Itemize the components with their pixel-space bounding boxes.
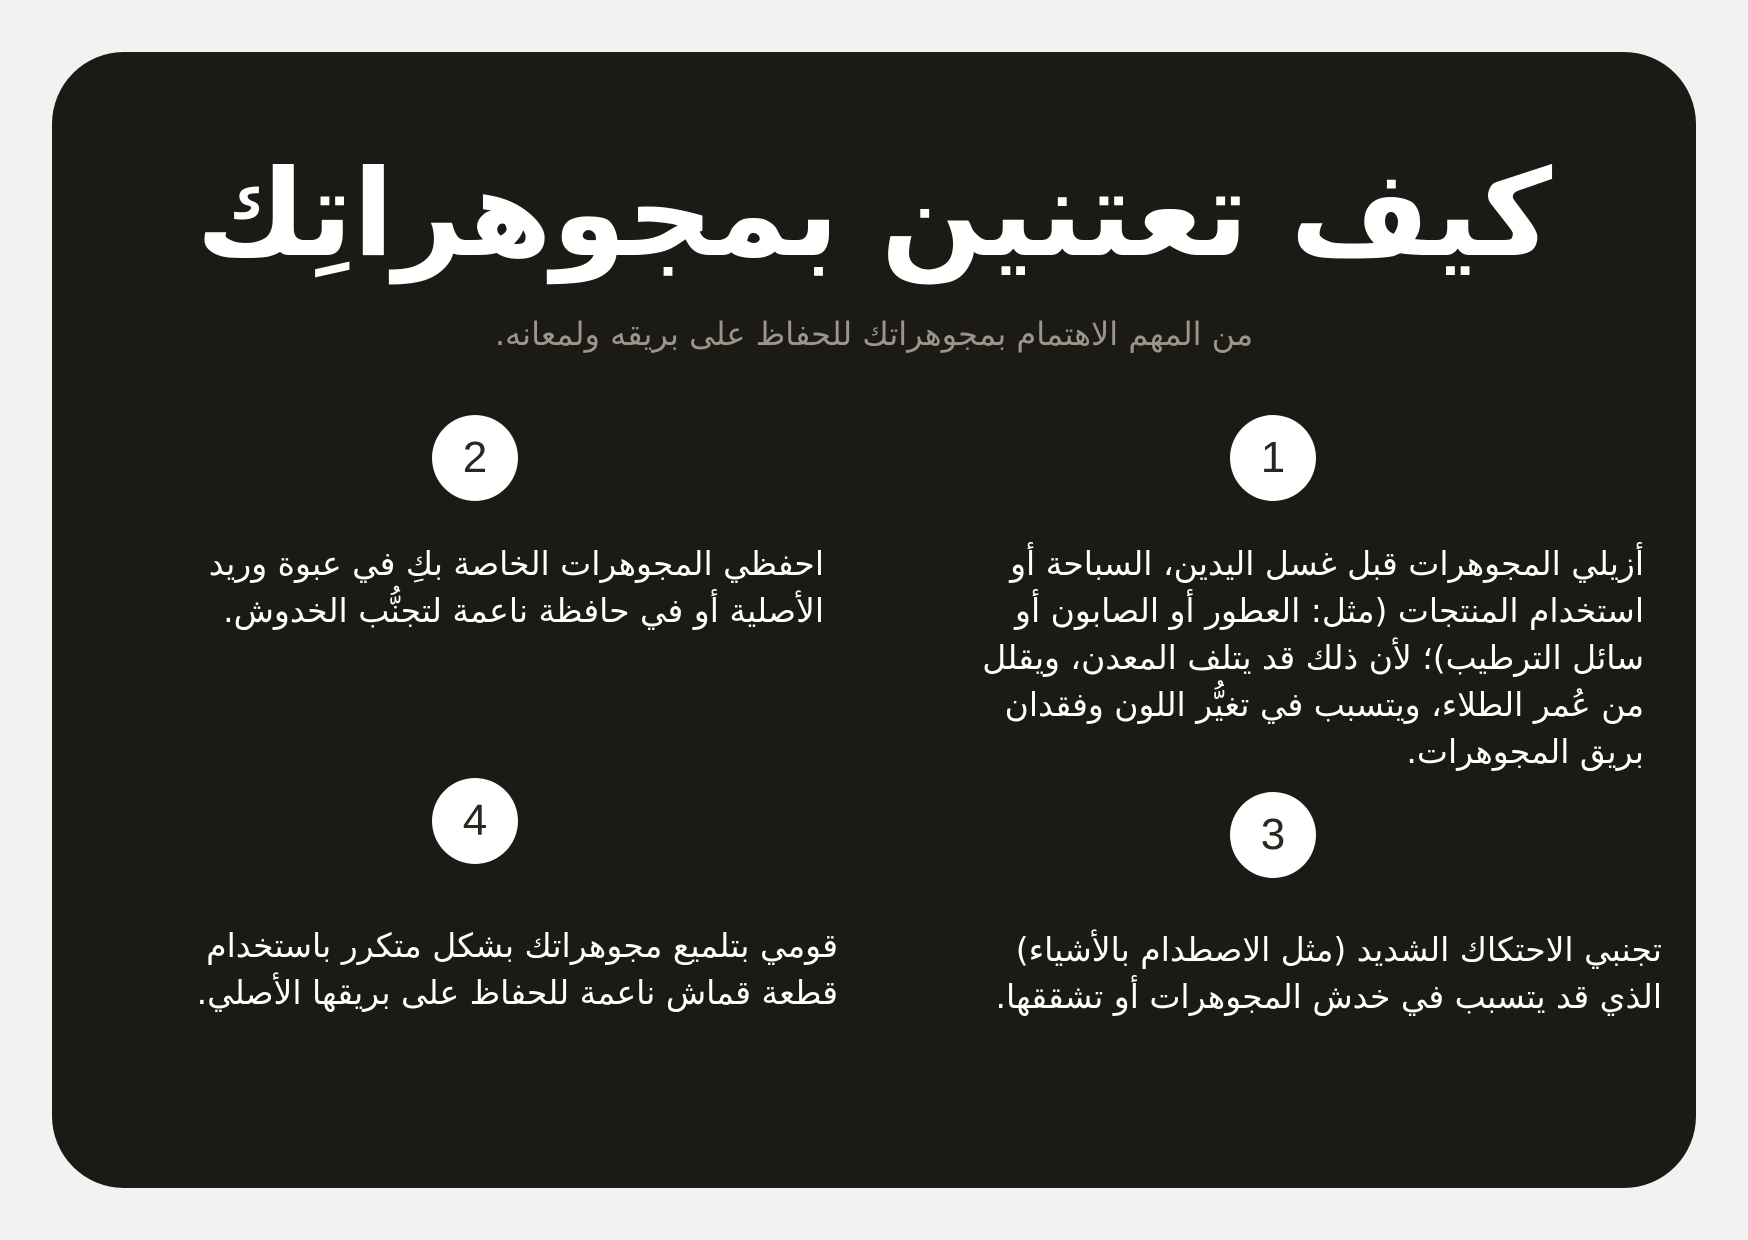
step-3-line: الذي قد يتسبب في خدش المجوهرات أو تشققها. [995, 977, 1662, 1016]
step-4-line: قومي بتلميع مجوهراتك بشكل متكرر باستخدام [206, 926, 838, 965]
step-4-number-badge: 4 [432, 778, 518, 864]
step-1-line: استخدام المنتجات (مثل: العطور أو الصابون أو [1015, 591, 1644, 630]
step-2-text [64, 540, 824, 634]
step-2-number-badge: 2 [432, 415, 518, 501]
page-subtitle: من المهم الاهتمام بمجوهراتك للحفاظ على بريقه ولمعانه. [494, 315, 1254, 353]
step-1-line: من عُمر الطلاء، ويتسبب في تغيُّر اللون وفقدان [1004, 685, 1644, 724]
step-1-text [864, 540, 1644, 775]
step-4-line: قطعة قماش ناعمة للحفاظ على بريقها الأصلي. [196, 973, 838, 1012]
step-3-number-badge: 3 [1230, 792, 1316, 878]
step-1-line: سائل الترطيب)؛ لأن ذلك قد يتلف المعدن، ويقلل [982, 638, 1644, 677]
step-3-line: تجنبي الاحتكاك الشديد (مثل الاصطدام بالأشياء) [1015, 930, 1662, 969]
step-3-text [842, 926, 1662, 1020]
step-1-line: بريق المجوهرات. [1406, 732, 1644, 771]
step-4-text [48, 922, 838, 1016]
step-1-line: أزيلي المجوهرات قبل غسل اليدين، السباحة أو [1010, 544, 1644, 583]
step-2-line: الأصلية أو في حافظة ناعمة لتجنُّب الخدوش. [223, 591, 824, 630]
step-1-number-badge: 1 [1230, 415, 1316, 501]
page-title: كيف تعتنين بمجوهراتِك [196, 145, 1552, 284]
step-2-line: احفظي المجوهرات الخاصة بكِ في عبوة وريد [208, 544, 824, 583]
